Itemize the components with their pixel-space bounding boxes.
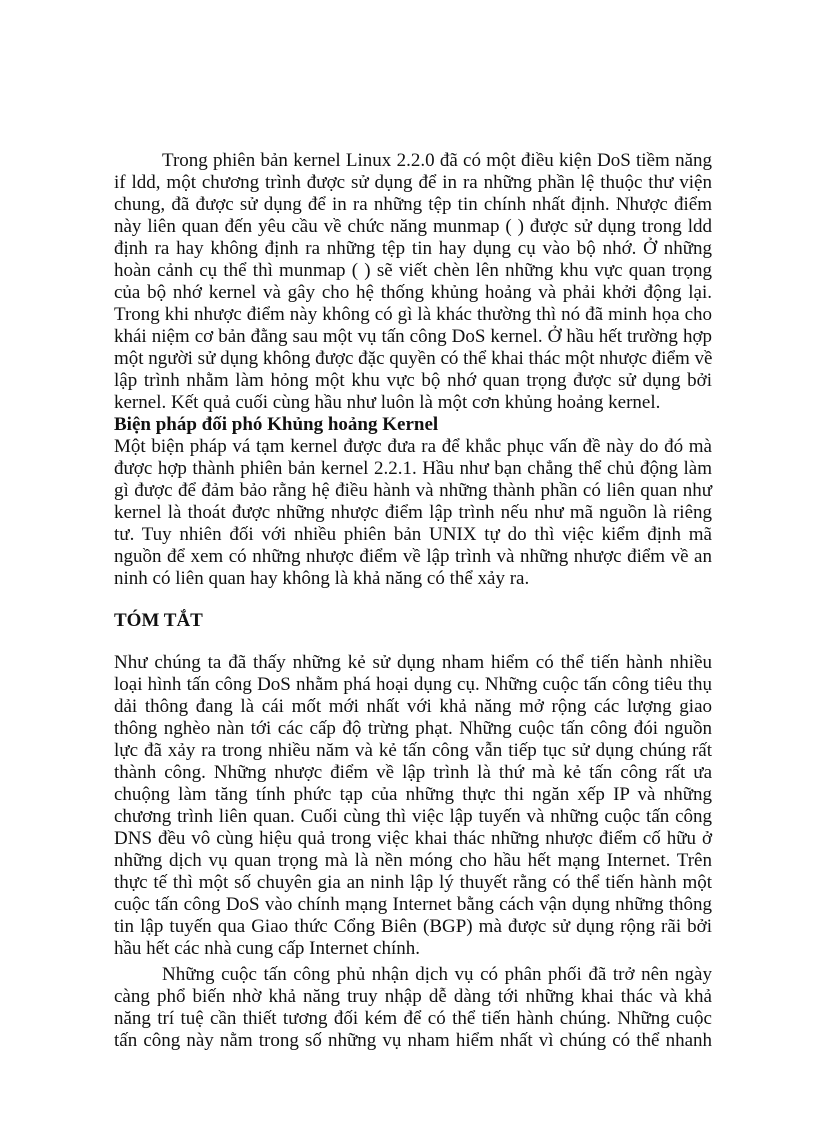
- text-line: lực đã xảy ra trong nhiều năm và kẻ tấn công vẫn tiếp tục sử dụng chúng rất: [114, 740, 712, 761]
- text-line: Trong phiên bản kernel Linux 2.2.0 đã có một điều kiện DoS tiềm năng: [162, 150, 712, 171]
- text-line: thông nghèo nàn tới các cấp độ trừng phạt. Những cuộc tấn công đói nguồn: [114, 718, 712, 739]
- text-line: thành công. Những nhược điểm về lập trình là thứ mà kẻ tấn công rất ưa: [114, 762, 712, 783]
- text-line: thực tế thì một số chuyên gia an ninh lập lý thuyết rằng có thể tiến hành một: [114, 872, 712, 893]
- text-line: gì được để đảm bảo rằng hệ điều hành và những thành phần có liên quan như: [114, 480, 712, 501]
- text-line: này liên quan đến yêu cầu về chức năng munmap ( ) được sử dụng trong ldd: [114, 216, 712, 237]
- section-heading-countermeasure: Biện pháp đối phó Khủng hoảng Kernel: [114, 414, 439, 435]
- text-line: hoàn cảnh cụ thể thì munmap ( ) sẽ viết chèn lên những khu vực quan trọng: [114, 260, 712, 281]
- text-line: lập trình nhằm làm hỏng một khu vực bộ nhớ quan trọng được sử dụng bởi: [114, 370, 712, 391]
- text-line: những dịch vụ quan trọng mà là nền móng cho hầu hết mạng Internet. Trên: [114, 850, 712, 871]
- text-line: ninh có liên quan hay không là khả năng có thể xảy ra.: [114, 568, 530, 589]
- text-line: Những cuộc tấn công phủ nhận dịch vụ có phân phối đã trở nên ngày: [162, 964, 712, 985]
- text-line: Trong khi nhược điểm này không có gì là khác thường thì nó đã minh họa cho: [114, 304, 712, 325]
- text-line: càng phổ biến nhờ khả năng truy nhập dễ dàng tới những khai thác và khả: [114, 986, 712, 1007]
- text-line: được hợp thành phiên bản kernel 2.2.1. Hầu như bạn chẳng thể chủ động làm: [114, 458, 712, 479]
- text-line: Như chúng ta đã thấy những kẻ sử dụng nham hiểm có thể tiến hành nhiều: [114, 652, 712, 673]
- text-line: kernel là thoát được những nhược điểm lập trình nếu như mã nguồn là riêng: [114, 502, 712, 523]
- text-line: tấn công này nằm trong số những vụ nham hiểm nhất vì chúng có thể nhanh: [114, 1030, 712, 1051]
- text-line: tư. Tuy nhiên đối với nhiều phiên bản UNIX tự do thì việc kiểm định mã: [114, 524, 712, 545]
- text-line: hầu hết các nhà cung cấp Internet chính.: [114, 938, 420, 959]
- text-line: tin lập tuyến qua Giao thức Cổng Biên (BGP) mà được sử dụng rộng rãi bởi: [114, 916, 712, 937]
- text-line: Một biện pháp vá tạm kernel được đưa ra để khắc phục vấn đề này do đó mà: [114, 436, 712, 457]
- text-line: của bộ nhớ kernel và gây cho hệ thống khủng hoảng và phải khởi động lại.: [114, 282, 712, 303]
- text-line: DNS đều vô cùng hiệu quả trong việc khai thác những nhược điểm cố hữu ở: [114, 828, 712, 849]
- paragraph-summary: [114, 652, 712, 960]
- paragraph-kernel-dos: [114, 150, 712, 414]
- document-page: [114, 150, 712, 1052]
- paragraph-countermeasure: [114, 436, 712, 590]
- text-line: khái niệm cơ bản đằng sau một vụ tấn công DoS kernel. Ở hầu hết trường hợp: [114, 326, 712, 347]
- text-line: loại hình tấn công DoS nhằm phá hoại dụng cụ. Những cuộc tấn công tiêu thụ: [114, 674, 712, 695]
- text-line: dải thông đang là cái mốt mới nhất với khả năng mở rộng các lượng giao: [114, 696, 712, 717]
- text-line: kernel. Kết quả cuối cùng hầu như luôn là một cơn khủng hoảng kernel.: [114, 392, 661, 413]
- text-line: định ra hay không định ra những tệp tin hay dụng cụ vào bộ nhớ. Ở những: [114, 238, 712, 259]
- text-line: if ldd, một chương trình được sử dụng để in ra những phần lệ thuộc thư viện: [114, 172, 712, 193]
- paragraph-ddos: [114, 964, 712, 1052]
- text-line: cuộc tấn công DoS vào chính mạng Internet bằng cách vận dụng những thông: [114, 894, 712, 915]
- section-heading-summary: TÓM TẮT: [114, 610, 203, 631]
- text-line: nguồn để xem có những nhược điểm về lập trình và những nhược điểm về an: [114, 546, 712, 567]
- text-line: chung, đã được sử dụng để in ra những tệp tin chính nhất định. Nhược điểm: [114, 194, 712, 215]
- text-line: chương trình liên quan. Cuối cùng thì việc lập tuyến và những cuộc tấn công: [114, 806, 712, 827]
- text-line: chuộng làm tăng tính phức tạp của những thực thi ngăn xếp IP và những: [114, 784, 712, 805]
- text-line: một người sử dụng không được đặc quyền có thể khai thác một nhược điểm về: [114, 348, 713, 369]
- text-line: năng trí tuệ cần thiết tương đối kém để có thể tiến hành chúng. Những cuộc: [114, 1008, 712, 1029]
